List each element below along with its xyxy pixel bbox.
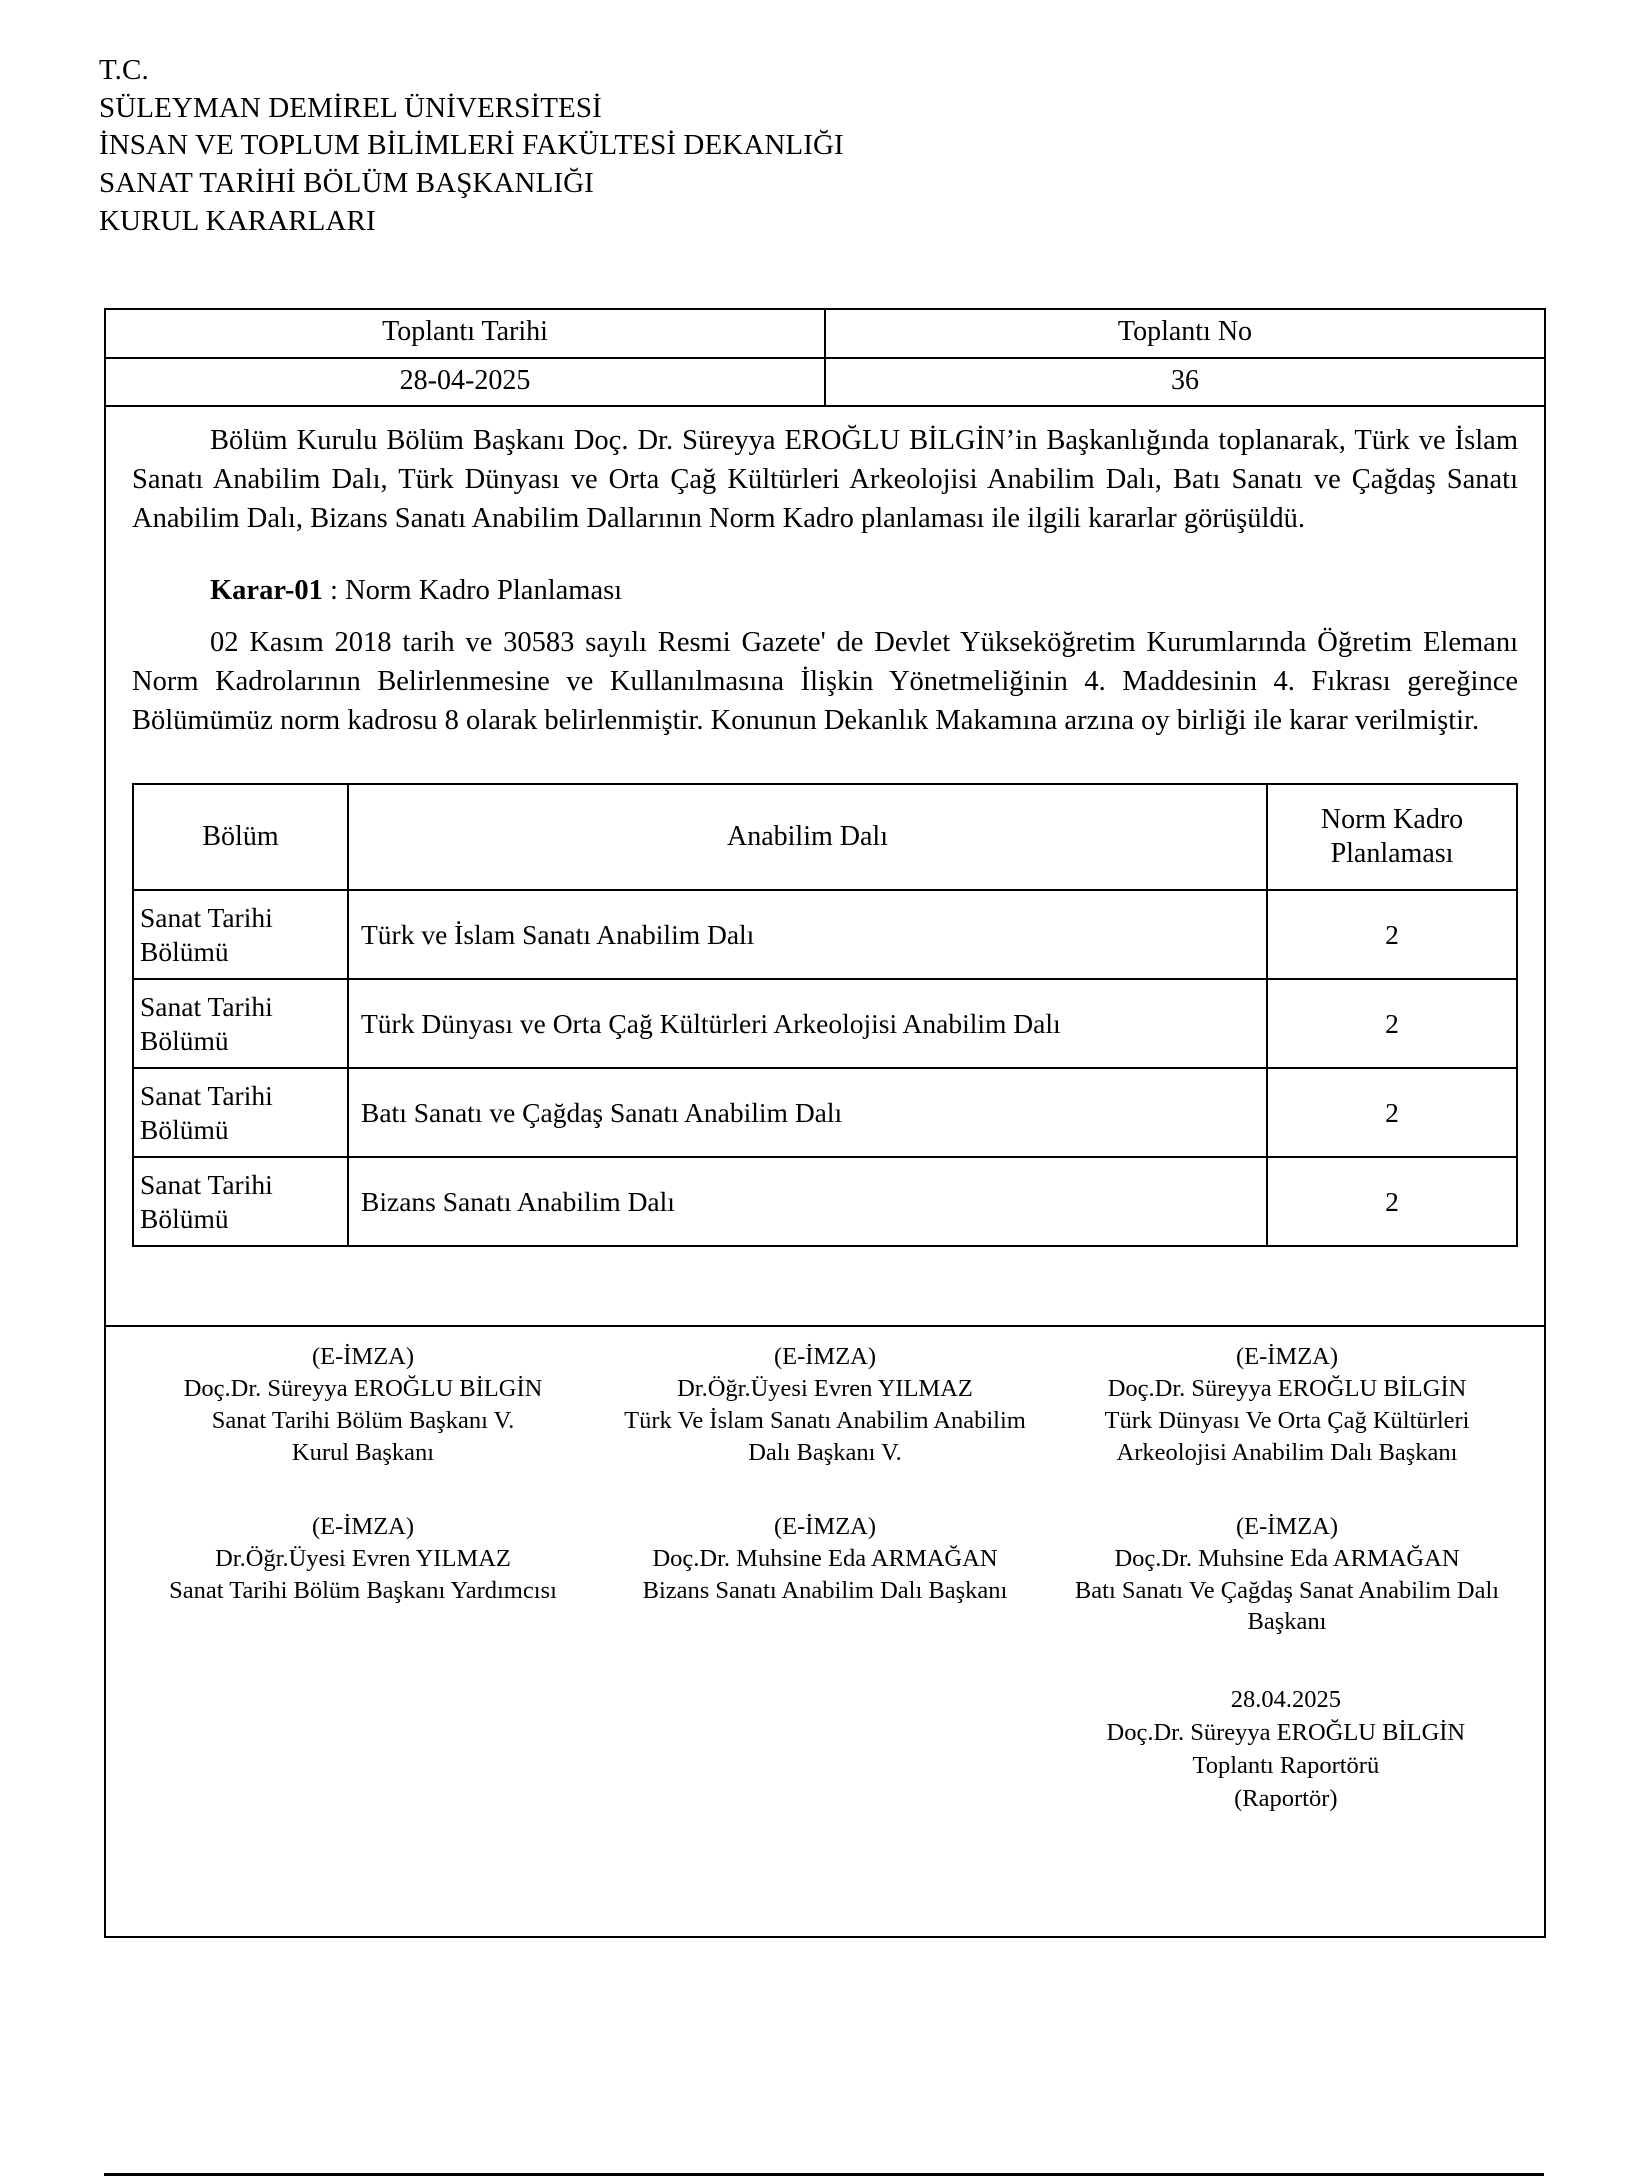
- meeting-no-label: Toplantı No: [825, 310, 1544, 357]
- signer-title-1: Bizans Sanatı Anabilim Dalı Başkanı: [642, 1576, 1008, 1604]
- signer-title-1: Türk Ve İslam Sanatı Anabilim Anabilim: [624, 1407, 1026, 1435]
- header-line-5: KURUL KARARLARI: [99, 204, 376, 237]
- reporter-title-1: Toplantı Raportörü: [1192, 1751, 1380, 1779]
- decision-paragraph: 02 Kasım 2018 tarih ve 30583 sayılı Resmi Gazete' de Devlet Yükseköğretim Kurumlarında Öğretim Elemanı Norm Kadrolarının Belirlenmesine ve Kullanılmasına İlişkin Yönetmeliğinin 4. Maddesinin 4. Fıkrası gereğince Bölümümüz norm kadrosu 8 olarak belirlenmiştir. Konunun Dekanlık Makamına arzına oy birliği ile karar verilmiştir.: [132, 626, 1518, 737]
- decision-separator: :: [322, 574, 346, 606]
- norm-cell-dept: Sanat Tarihi Bölümü: [133, 1157, 348, 1246]
- norm-cell-dept: Sanat Tarihi Bölümü: [133, 890, 348, 979]
- reporter-title-2: (Raportör): [1234, 1784, 1338, 1812]
- header-line-3: İNSAN VE TOPLUM BİLİMLERİ FAKÜLTESİ DEKANLIĞI: [99, 129, 844, 162]
- signer-name: Doç.Dr. Süreyya EROĞLU BİLGİN: [183, 1375, 543, 1403]
- e-imza-label: (E-İMZA): [311, 1343, 415, 1371]
- signature-block: [132, 1341, 594, 1468]
- norm-cell-branch: Batı Sanatı ve Çağdaş Sanatı Anabilim Dalı: [348, 1068, 1267, 1157]
- e-imza-label: (E-İMZA): [773, 1343, 877, 1371]
- norm-header-branch: Anabilim Dalı: [348, 784, 1267, 890]
- signer-title-1: Türk Dünyası Ve Orta Çağ Kültürleri: [1104, 1407, 1470, 1435]
- meeting-value-row: [106, 358, 1544, 406]
- signature-row-1: [132, 1341, 1518, 1468]
- signer-title-1: Sanat Tarihi Bölüm Başkanı Yardımcısı: [169, 1576, 557, 1604]
- e-imza-label: (E-İMZA): [311, 1512, 415, 1540]
- norm-cell-dept: Sanat Tarihi Bölümü: [133, 979, 348, 1068]
- norm-cell-count: 2: [1267, 890, 1517, 979]
- meeting-date-value: 28-04-2025: [106, 358, 825, 406]
- table-row: [133, 1157, 1517, 1246]
- signer-name: Dr.Öğr.Üyesi Evren YILMAZ: [677, 1375, 973, 1403]
- signature-block: [594, 1511, 1056, 1638]
- intro-paragraph: Bölüm Kurulu Bölüm Başkanı Doç. Dr. Süreyya EROĞLU BİLGİN’in Başkanlığında toplanarak, Türk ve İslam Sanatı Anabilim Dalı, Türk Dünyası ve Orta Çağ Kültürleri Arkeolojisi Anabilim Dalı, Batı Sanatı ve Çağdaş Sanatı Anabilim Dalı, Bizans Sanatı Anabilim Dallarının Norm Kadro planlaması ile ilgili kararlar görüşüldü.: [132, 424, 1518, 535]
- decision-label: Karar-01: [210, 574, 323, 606]
- meeting-date-label: Toplantı Tarihi: [106, 310, 825, 357]
- norm-cell-count: 2: [1267, 1068, 1517, 1157]
- signer-name: Doç.Dr. Muhsine Eda ARMAĞAN: [652, 1544, 998, 1572]
- signer-title-1: Batı Sanatı Ve Çağdaş Sanat Anabilim Dalı: [1074, 1576, 1500, 1604]
- e-imza-label: (E-İMZA): [773, 1512, 877, 1540]
- signer-title-2: Arkeolojisi Anabilim Dalı Başkanı: [1116, 1439, 1458, 1466]
- norm-header-count: Norm Kadro Planlaması: [1267, 784, 1517, 890]
- norm-header-dept: Bölüm: [133, 784, 348, 890]
- norm-cell-branch: Türk Dünyası ve Orta Çağ Kültürleri Arkeolojisi Anabilim Dalı: [348, 979, 1267, 1068]
- document-header: [99, 52, 1546, 240]
- meeting-header-row: [106, 310, 1544, 357]
- e-imza-label: (E-İMZA): [1235, 1512, 1339, 1540]
- table-row: [133, 1068, 1517, 1157]
- signer-name: Doç.Dr. Süreyya EROĞLU BİLGİN: [1107, 1375, 1467, 1403]
- norm-cell-branch: Türk ve İslam Sanatı Anabilim Dalı: [348, 890, 1267, 979]
- header-line-1: T.C.: [99, 54, 149, 86]
- norm-table-header-row: [133, 784, 1517, 890]
- signature-block: [1056, 1341, 1518, 1468]
- norm-cell-count: 2: [1267, 979, 1517, 1068]
- frame-bottom-spacer: [132, 1816, 1518, 1936]
- meeting-info-table: [106, 310, 1544, 406]
- table-bottom-spacer: [132, 1247, 1518, 1325]
- table-row: [133, 979, 1517, 1068]
- body-content: [106, 421, 1544, 1936]
- reporter-name: Doç.Dr. Süreyya EROĞLU BİLGİN: [1106, 1719, 1466, 1747]
- decision-heading: [132, 575, 1518, 607]
- signer-title-1: Sanat Tarihi Bölüm Başkanı V.: [211, 1407, 515, 1435]
- signature-divider: [106, 1325, 1544, 1327]
- header-line-4: SANAT TARİHİ BÖLÜM BAŞKANLIĞI: [99, 167, 594, 200]
- signer-title-2: Dalı Başkanı V.: [748, 1439, 902, 1466]
- signature-block: [1056, 1511, 1518, 1638]
- reporter-block: [1055, 1684, 1517, 1815]
- decision-title: Norm Kadro Planlaması: [345, 574, 623, 606]
- table-row: [133, 890, 1517, 979]
- meeting-no-value: 36: [825, 358, 1544, 406]
- document-body-frame: [104, 308, 1546, 1937]
- norm-cell-dept: Sanat Tarihi Bölümü: [133, 1068, 348, 1157]
- signer-title-2: Başkanı: [1247, 1608, 1327, 1636]
- reporter-date: 28.04.2025: [1230, 1686, 1341, 1714]
- signature-block: [594, 1341, 1056, 1468]
- norm-cell-count: 2: [1267, 1157, 1517, 1246]
- header-line-2: SÜLEYMAN DEMİREL ÜNİVERSİTESİ: [99, 91, 602, 124]
- signature-block: [132, 1511, 594, 1638]
- norm-cell-branch: Bizans Sanatı Anabilim Dalı: [348, 1157, 1267, 1246]
- signer-name: Dr.Öğr.Üyesi Evren YILMAZ: [215, 1544, 511, 1572]
- signer-name: Doç.Dr. Muhsine Eda ARMAĞAN: [1114, 1544, 1460, 1572]
- signer-title-2: Kurul Başkanı: [291, 1439, 435, 1466]
- e-imza-label: (E-İMZA): [1235, 1343, 1339, 1371]
- signature-row-2: [132, 1511, 1518, 1638]
- norm-kadro-table: [132, 783, 1518, 1248]
